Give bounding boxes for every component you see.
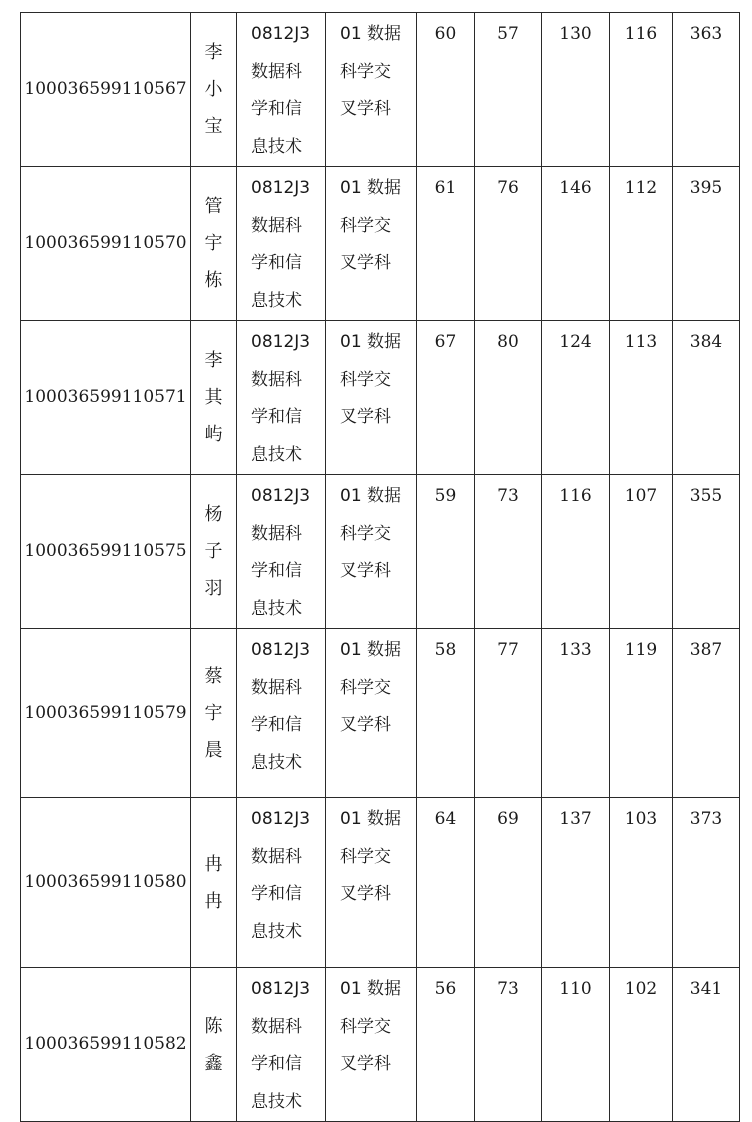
score-cell-s3: 116 bbox=[542, 475, 610, 629]
major-cell bbox=[237, 321, 326, 475]
name-cell bbox=[191, 629, 237, 798]
direction-line: 叉学科 bbox=[340, 715, 391, 735]
name-char: 小 bbox=[204, 79, 223, 100]
score-cell-s1: 59 bbox=[417, 475, 475, 629]
total-score-cell: 373 bbox=[673, 798, 740, 968]
name-char: 冉 bbox=[204, 890, 223, 912]
name-char: 管 bbox=[204, 196, 223, 217]
score-cell-s1: 67 bbox=[417, 321, 475, 475]
score-cell-s1: 60 bbox=[417, 13, 475, 167]
major-cell bbox=[237, 475, 326, 629]
exam-id-cell: 100036599110567 bbox=[21, 13, 191, 167]
major-line: 息技术 bbox=[251, 752, 302, 773]
major-line: 数据科 bbox=[251, 1016, 302, 1037]
major-line: 0812J3 bbox=[251, 640, 311, 660]
score-cell-s2: 73 bbox=[475, 968, 542, 1122]
name-char: 羽 bbox=[204, 578, 223, 599]
name-char: 杨 bbox=[204, 504, 223, 525]
table-row bbox=[21, 321, 740, 475]
major-line: 学和信 bbox=[251, 1054, 302, 1074]
score-cell-s2: 69 bbox=[475, 798, 542, 968]
major-line: 学和信 bbox=[251, 561, 302, 581]
name-char: 晨 bbox=[204, 739, 223, 761]
major-cell bbox=[237, 798, 326, 968]
name-char: 蔡 bbox=[204, 665, 223, 687]
major-line: 数据科 bbox=[251, 523, 302, 544]
major-line: 数据科 bbox=[251, 846, 302, 867]
direction-line: 01 数据 bbox=[340, 640, 402, 660]
major-line: 0812J3 bbox=[251, 979, 311, 999]
major-cell bbox=[237, 629, 326, 798]
direction-line: 科学交 bbox=[340, 846, 391, 867]
exam-id-cell: 100036599110582 bbox=[21, 968, 191, 1122]
name-char: 其 bbox=[204, 387, 223, 408]
direction-cell bbox=[326, 968, 417, 1122]
major-line: 数据科 bbox=[251, 369, 302, 390]
direction-line: 叉学科 bbox=[340, 561, 391, 581]
major-line: 息技术 bbox=[251, 598, 302, 619]
direction-line: 01 数据 bbox=[340, 332, 402, 352]
exam-id-cell: 100036599110579 bbox=[21, 629, 191, 798]
major-line: 学和信 bbox=[251, 884, 302, 904]
score-cell-s1: 58 bbox=[417, 629, 475, 798]
score-cell-s2: 76 bbox=[475, 167, 542, 321]
table-row bbox=[21, 798, 740, 968]
score-cell-s3: 110 bbox=[542, 968, 610, 1122]
direction-line: 叉学科 bbox=[340, 407, 391, 427]
direction-cell bbox=[326, 321, 417, 475]
direction-line: 01 数据 bbox=[340, 24, 402, 44]
direction-line: 01 数据 bbox=[340, 178, 402, 198]
major-line: 学和信 bbox=[251, 407, 302, 427]
direction-cell bbox=[326, 629, 417, 798]
score-cell-s2: 57 bbox=[475, 13, 542, 167]
total-score-cell: 363 bbox=[673, 13, 740, 167]
name-char: 宇 bbox=[204, 233, 223, 254]
direction-cell bbox=[326, 13, 417, 167]
direction-line: 01 数据 bbox=[340, 486, 402, 506]
score-cell-s3: 137 bbox=[542, 798, 610, 968]
direction-line: 科学交 bbox=[340, 61, 391, 82]
total-score-cell: 395 bbox=[673, 167, 740, 321]
direction-line: 科学交 bbox=[340, 677, 391, 698]
total-score-cell: 355 bbox=[673, 475, 740, 629]
exam-id-cell: 100036599110570 bbox=[21, 167, 191, 321]
major-line: 数据科 bbox=[251, 215, 302, 236]
exam-id-cell: 100036599110575 bbox=[21, 475, 191, 629]
score-cell-s2: 77 bbox=[475, 629, 542, 798]
major-line: 息技术 bbox=[251, 290, 302, 311]
direction-line: 01 数据 bbox=[340, 809, 402, 829]
total-score-cell: 384 bbox=[673, 321, 740, 475]
score-table bbox=[20, 12, 740, 1122]
direction-cell bbox=[326, 167, 417, 321]
major-line: 学和信 bbox=[251, 99, 302, 119]
score-cell-s3: 124 bbox=[542, 321, 610, 475]
major-line: 息技术 bbox=[251, 444, 302, 465]
score-cell-s4: 113 bbox=[610, 321, 673, 475]
major-line: 息技术 bbox=[251, 1091, 302, 1112]
major-cell bbox=[237, 13, 326, 167]
table-row bbox=[21, 13, 740, 167]
exam-id-cell: 100036599110580 bbox=[21, 798, 191, 968]
name-char: 子 bbox=[204, 541, 223, 562]
name-cell bbox=[191, 13, 237, 167]
major-line: 学和信 bbox=[251, 715, 302, 735]
table-row bbox=[21, 629, 740, 798]
score-cell-s4: 116 bbox=[610, 13, 673, 167]
name-char: 宝 bbox=[204, 116, 223, 137]
direction-line: 科学交 bbox=[340, 369, 391, 390]
table-body bbox=[21, 13, 740, 1122]
name-char: 宇 bbox=[204, 702, 223, 724]
direction-line: 叉学科 bbox=[340, 884, 391, 904]
direction-line: 叉学科 bbox=[340, 253, 391, 273]
name-char: 鑫 bbox=[204, 1052, 223, 1074]
major-line: 0812J3 bbox=[251, 24, 311, 44]
major-cell bbox=[237, 968, 326, 1122]
name-char: 李 bbox=[204, 42, 223, 63]
name-char: 李 bbox=[204, 350, 223, 371]
major-line: 0812J3 bbox=[251, 178, 311, 198]
exam-id-cell: 100036599110571 bbox=[21, 321, 191, 475]
name-char: 屿 bbox=[204, 424, 223, 445]
name-char: 陈 bbox=[204, 1015, 223, 1037]
score-cell-s4: 102 bbox=[610, 968, 673, 1122]
direction-line: 科学交 bbox=[340, 523, 391, 544]
name-cell bbox=[191, 475, 237, 629]
score-cell-s4: 119 bbox=[610, 629, 673, 798]
name-char: 栋 bbox=[204, 270, 223, 291]
name-cell bbox=[191, 321, 237, 475]
direction-cell bbox=[326, 475, 417, 629]
score-cell-s3: 133 bbox=[542, 629, 610, 798]
score-cell-s1: 56 bbox=[417, 968, 475, 1122]
direction-line: 01 数据 bbox=[340, 979, 402, 999]
direction-line: 叉学科 bbox=[340, 99, 391, 119]
score-cell-s4: 112 bbox=[610, 167, 673, 321]
major-line: 数据科 bbox=[251, 61, 302, 82]
direction-line: 叉学科 bbox=[340, 1054, 391, 1074]
total-score-cell: 387 bbox=[673, 629, 740, 798]
score-cell-s4: 107 bbox=[610, 475, 673, 629]
major-line: 0812J3 bbox=[251, 809, 311, 829]
direction-line: 科学交 bbox=[340, 215, 391, 236]
score-cell-s1: 61 bbox=[417, 167, 475, 321]
direction-line: 科学交 bbox=[340, 1016, 391, 1037]
score-cell-s3: 146 bbox=[542, 167, 610, 321]
major-cell bbox=[237, 167, 326, 321]
score-cell-s4: 103 bbox=[610, 798, 673, 968]
direction-cell bbox=[326, 798, 417, 968]
score-cell-s1: 64 bbox=[417, 798, 475, 968]
major-line: 0812J3 bbox=[251, 486, 311, 506]
total-score-cell: 341 bbox=[673, 968, 740, 1122]
major-line: 息技术 bbox=[251, 136, 302, 157]
table-row bbox=[21, 968, 740, 1122]
score-cell-s3: 130 bbox=[542, 13, 610, 167]
major-line: 数据科 bbox=[251, 677, 302, 698]
name-cell bbox=[191, 167, 237, 321]
score-cell-s2: 80 bbox=[475, 321, 542, 475]
table-row bbox=[21, 167, 740, 321]
table-row bbox=[21, 475, 740, 629]
name-cell bbox=[191, 968, 237, 1122]
name-char: 冉 bbox=[204, 853, 223, 875]
major-line: 0812J3 bbox=[251, 332, 311, 352]
major-line: 学和信 bbox=[251, 253, 302, 273]
major-line: 息技术 bbox=[251, 921, 302, 942]
name-cell bbox=[191, 798, 237, 968]
score-cell-s2: 73 bbox=[475, 475, 542, 629]
